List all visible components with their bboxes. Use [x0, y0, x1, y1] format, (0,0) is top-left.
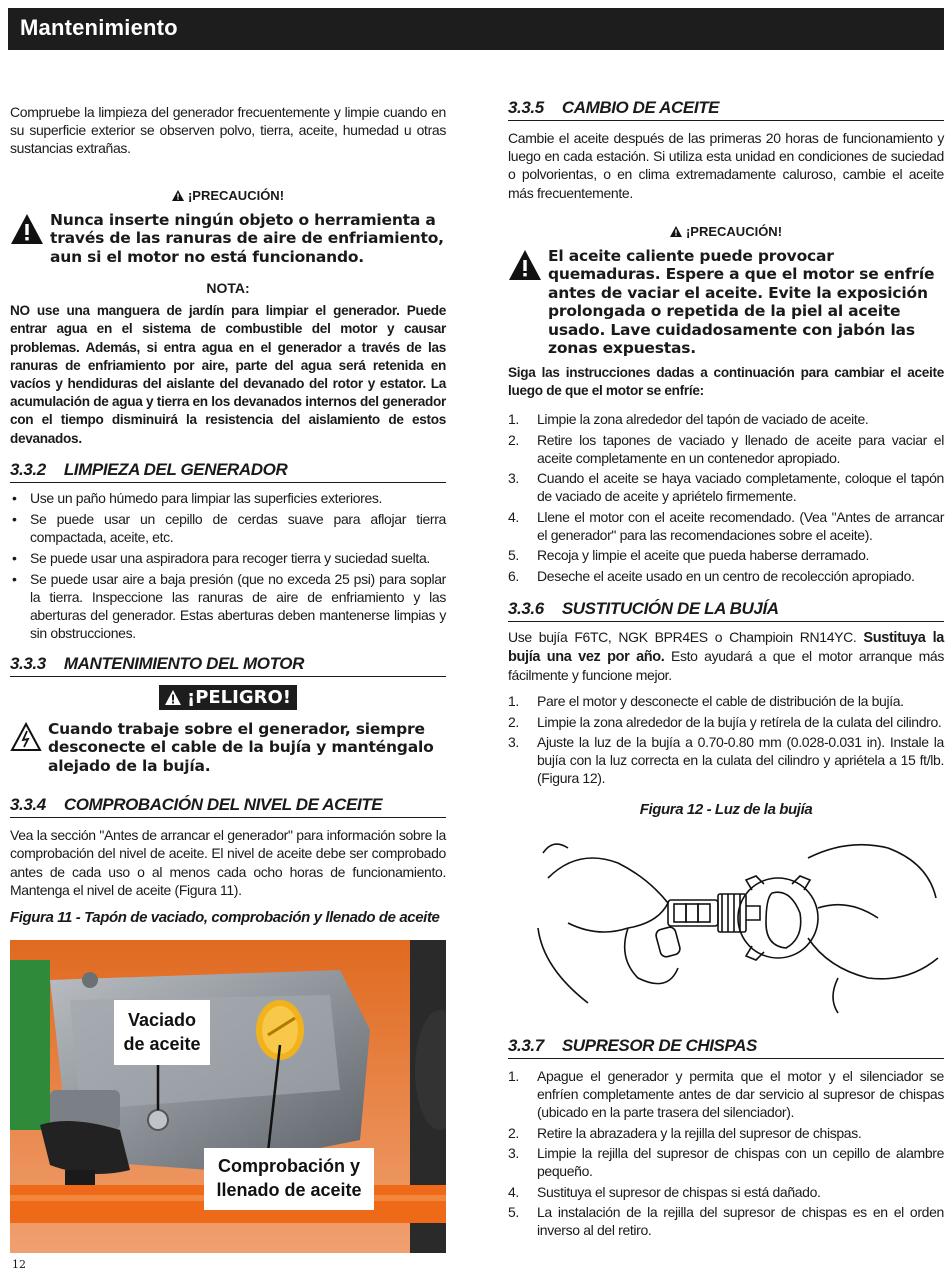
note-heading: NOTA: — [206, 280, 250, 297]
section-number: 3.3.7 — [508, 1036, 544, 1056]
oil-change-instructions: Siga las instrucciones dadas a continuación para cambiar el aceite luego de que el motor se enfríe: — [508, 364, 944, 399]
section-3-3-2-heading — [10, 460, 446, 483]
warning-triangle-icon — [508, 249, 542, 281]
caution-block — [10, 211, 446, 267]
danger-label — [159, 685, 297, 710]
list-item-text: Cuando el aceite se haya vaciado completamente, coloque el tapón de vaciado de aceite y apriételo firmemente. — [537, 470, 944, 505]
danger-label-text: ¡PELIGRO! — [186, 686, 291, 708]
list-item: 5. Recoja y limpie el aceite que pueda haberse derramado. — [508, 546, 944, 564]
list-item-text: Apague el generador y permita que el motor y el silenciador se enfríen completamente antes de dar servicio al supresor de chispas (ubicado en la parte trasera del silenciador). — [537, 1068, 944, 1121]
caution-block — [508, 247, 944, 358]
right-column — [508, 98, 944, 1242]
spark-plug-text — [508, 628, 944, 685]
spark-plug-illustration — [508, 828, 944, 1018]
list-item: 3. Ajuste la luz de la bujía a 0.70-0.80 mm (0.028-0.031 in). Instale la bujía con la luz correcta en la culata del cilindro y apriétela a 15 ft/lb. (Figura 12). — [508, 734, 944, 787]
oil-level-text: Vea la sección "Antes de arrancar el generador" para información sobre la comprobación del nivel de aceite. El nivel de aceite debe ser comprobado antes de cada uso o al menos cada ocho horas de funcionamiento. Mantenga el nivel de aceite (Figura 11). — [10, 827, 446, 898]
spark-plug-steps — [508, 692, 944, 787]
list-item: 5. La instalación de la rejilla del supresor de chispas es en el orden inverso al del retiro. — [508, 1204, 944, 1239]
list-item-text: Ajuste la luz de la bujía a 0.70-0.80 mm (0.028-0.031 in). Instale la bujía con la luz correcta en la culata del cilindro y apriétela a 15 ft/lb. (Figura 12). — [537, 734, 944, 787]
caution-text: El aceite caliente puede provocar quemaduras. Espere a que el motor se enfríe antes de vaciar el aceite. Evite la exposición prolongada o repetida de la piel al aceite usado. Lave cuidadosamente con jabón las zonas expuestas. — [548, 246, 935, 358]
spark-plug-text-a: Use bujía F6TC, NGK BPR4ES o Champioin RN14YC. — [508, 628, 864, 645]
list-item: 1. Pare el motor y desconecte el cable de distribución de la bujía. — [508, 692, 944, 710]
list-item-text: Limpie la zona alrededor del tapón de vaciado de aceite. — [537, 411, 869, 428]
list-item: • Se puede usar un cepillo de cerdas suave para aflojar tierra compactada, aceite, etc. — [10, 510, 446, 546]
caution-text: Nunca inserte ningún objeto o herramienta a través de las ranuras de aire de enfriamiento, aun si el motor no está funcionando. — [50, 210, 444, 266]
list-item-text: Sustituya el supresor de chispas si está dañado. — [537, 1183, 821, 1200]
cleaning-intro: Compruebe la limpieza del generador frecuentemente y limpie cuando en su superficie exterior se observen polvo, tierra, aceite, humedad u otras sustancias extrañas. — [10, 104, 446, 157]
caution-heading — [508, 224, 944, 239]
list-item-text: Pare el motor y desconecte el cable de distribución de la bujía. — [537, 693, 904, 710]
list-item: 1. Apague el generador y permita que el motor y el silenciador se enfríen completamente antes de dar servicio al supresor de chispas (ubicado en la parte trasera del silenciador). — [508, 1068, 944, 1121]
electric-hazard-icon — [10, 722, 42, 752]
section-3-3-4-heading — [10, 795, 446, 818]
list-item: • Se puede usar aire a baja presión (que no exceda 25 psi) para soplar la tierra. Inspeccione las ranuras de aire de enfriamiento y las aberturas del generador. Estas aberturas deben mantenerse limpias y sin obstrucciones. — [10, 570, 446, 642]
list-item-text: Recoja y limpie el aceite que pueda haberse derramado. — [537, 547, 870, 564]
list-item: 3. Cuando el aceite se haya vaciado completamente, coloque el tapón de vaciado de aceite y apriételo firmemente. — [508, 470, 944, 505]
section-3-3-7-heading — [508, 1036, 944, 1059]
fill-check-label-line1: Comprobación y — [217, 1156, 360, 1177]
page-title: Mantenimiento — [20, 15, 178, 40]
section-3-3-6-heading — [508, 599, 944, 622]
section-3-3-5-heading — [508, 98, 944, 121]
caution-heading-text: ¡PRECAUCIÓN! — [187, 187, 285, 203]
section-number: 3.3.3 — [10, 653, 46, 673]
section-number: 3.3.5 — [508, 98, 544, 117]
list-item: 2. Limpie la zona alrededor de la bujía y retírela de la culata del cilindro. — [508, 713, 944, 731]
warning-triangle-icon — [165, 690, 181, 705]
section-title: SUPRESOR DE CHISPAS — [561, 1036, 757, 1056]
list-item: 1. Limpie la zona alrededor del tapón de vaciado de aceite. — [508, 410, 944, 428]
fill-check-label-line2: llenado de aceite — [216, 1180, 362, 1201]
cleaning-bullet-list — [10, 489, 446, 642]
page-number: 12 — [12, 1258, 26, 1271]
caution-heading — [10, 188, 446, 203]
spark-plug-text-bold: Sustituya la bujía una vez por año. — [508, 629, 944, 665]
list-item: 4. Sustituya el supresor de chispas si está dañado. — [508, 1183, 944, 1201]
warning-triangle-icon — [10, 213, 44, 245]
list-item: 2. Retire los tapones de vaciado y llenado de aceite para vaciar el aceite completamente en un contenedor apropiado. — [508, 431, 944, 466]
oil-change-text: Cambie el aceite después de las primeras 20 horas de funcionamiento y luego en cada estación. Si utiliza esta unidad en condiciones de suciedad o polvorientas, o en clima extremadamente caluroso, cambie el aceite más frecuentemente. — [508, 130, 944, 201]
danger-block — [10, 720, 446, 776]
section-3-3-3-heading — [10, 654, 446, 677]
section-title: CAMBIO DE ACEITE — [561, 98, 720, 117]
figure-11-caption: Figura 11 - Tapón de vaciado, comprobación y llenado de aceite — [10, 909, 440, 927]
list-item: 2. Retire la abrazadera y la rejilla del supresor de chispas. — [508, 1124, 944, 1142]
spark-plug-text-c: Esto ayudará a que el motor arranque más fácilmente y funcione mejor. — [508, 647, 944, 684]
list-item-text: Deseche el aceite usado en un centro de recolección apropiado. — [537, 567, 915, 584]
danger-label-wrap — [10, 685, 446, 710]
list-item: • Use un paño húmedo para limpiar las superficies exteriores. — [10, 489, 446, 507]
list-item-text: Llene el motor con el aceite recomendado. (Vea "Antes de arrancar el generador" para las recomendaciones sobre el aceite). — [537, 508, 944, 543]
oil-change-steps — [508, 410, 944, 585]
spark-arrestor-steps — [508, 1067, 944, 1239]
section-title: MANTENIMIENTO DEL MOTOR — [63, 653, 304, 673]
left-column — [10, 103, 446, 1253]
drain-label — [114, 1000, 210, 1065]
note-text: NO use una manguera de jardín para limpiar el generador. Puede entrar agua en el sistema de combustible del motor y causar problemas. Además, si entra agua en el generador a través de las ranuras de enfriamiento por aire, parte del agua será retenida en vacíos y hendiduras del aislante del devanado del rotor y estator. La acumulación de agua y tierra en los devanados internos del generador con el tiempo disminuirá la resistencia del aislamiento de estos devanados. — [10, 303, 446, 446]
danger-text: Cuando trabaje sobre el generador, siempre desconecte el cable de la bujía y manténgalo alejado de la bujía. — [48, 719, 434, 775]
list-item: 6. Deseche el aceite usado en un centro de recolección apropiado. — [508, 567, 944, 585]
section-title: COMPROBACIÓN DEL NIVEL DE ACEITE — [63, 795, 383, 815]
list-item: 4. Llene el motor con el aceite recomendado. (Vea "Antes de arrancar el generador" para las recomendaciones sobre el aceite). — [508, 508, 944, 543]
figure-11-photo — [10, 940, 446, 1253]
section-title: SUSTITUCIÓN DE LA BUJÍA — [561, 598, 779, 618]
list-item: 3. Limpie la rejilla del supresor de chispas con un cepillo de alambre pequeño. — [508, 1145, 944, 1180]
figure-12-caption: Figura 12 - Luz de la bujía — [639, 801, 813, 819]
caution-heading-text: ¡PRECAUCIÓN! — [685, 223, 783, 239]
fill-check-label — [204, 1148, 374, 1210]
list-item-text: Limpie la zona alrededor de la bujía y retírela de la culata del cilindro. — [537, 713, 942, 730]
list-item-text: Retire los tapones de vaciado y llenado de aceite para vaciar el aceite completamente en un contenedor apropiado. — [537, 431, 944, 466]
section-number: 3.3.4 — [10, 795, 46, 815]
list-item-text: Retire la abrazadera y la rejilla del supresor de chispas. — [537, 1124, 862, 1141]
drain-label-line2: de aceite — [123, 1034, 201, 1055]
list-item: • Se puede usar una aspiradora para recoger tierra y suciedad suelta. — [10, 549, 446, 567]
drain-label-line1: Vaciado — [127, 1010, 197, 1031]
list-item-text: La instalación de la rejilla del supresor de chispas es en el orden inverso al del retiro. — [537, 1204, 944, 1239]
warning-triangle-icon — [670, 226, 682, 237]
section-number: 3.3.2 — [10, 459, 46, 479]
section-title: LIMPIEZA DEL GENERADOR — [63, 459, 288, 479]
header-bar — [8, 8, 944, 50]
list-item-text: Limpie la rejilla del supresor de chispas con un cepillo de alambre pequeño. — [537, 1145, 944, 1180]
warning-triangle-icon — [172, 190, 184, 201]
section-number: 3.3.6 — [508, 598, 544, 618]
